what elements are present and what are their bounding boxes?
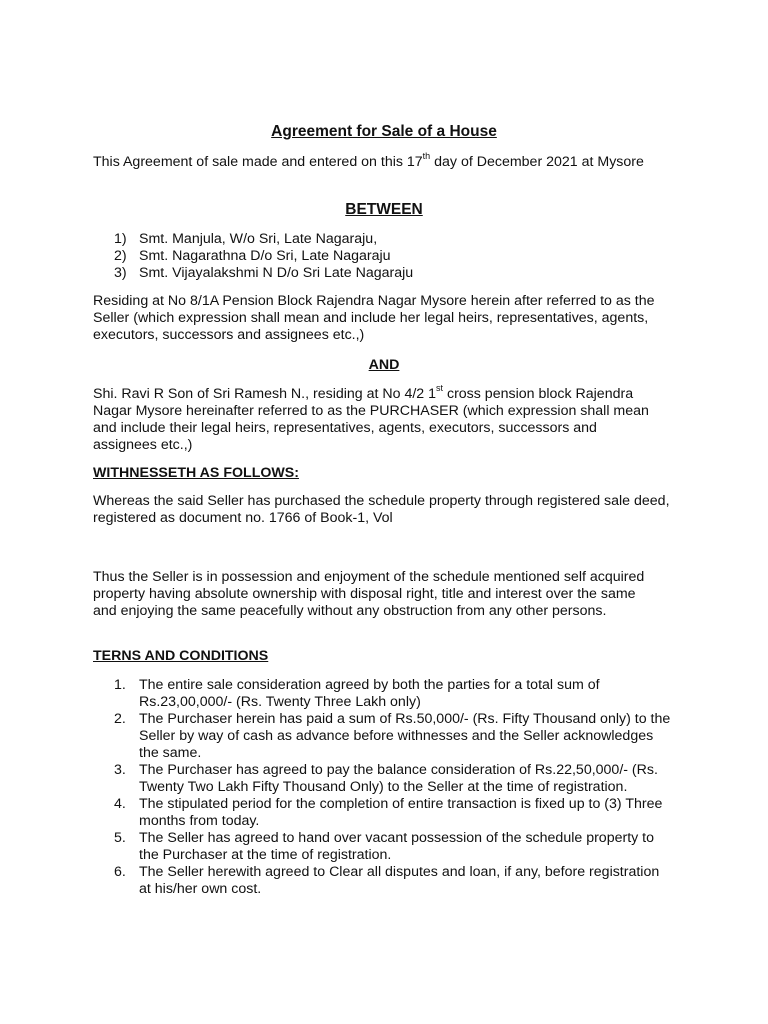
between-heading: BETWEEN <box>345 201 423 218</box>
term-text: The Seller has agreed to hand over vacant possession of the schedule property to the Purchaser at the time of registration. <box>139 830 655 863</box>
term-item <box>114 796 674 830</box>
intro-paragraph <box>93 151 675 171</box>
term-item <box>114 830 674 864</box>
term-number: 4. <box>114 796 126 812</box>
intro-date-suffix: th <box>422 151 431 162</box>
seller-list <box>114 231 413 282</box>
seller-name: Smt. Vijayalakshmi N D/o Sri Late Nagaraju <box>139 265 414 281</box>
seller-number: 2) <box>114 248 127 264</box>
seller-residence-paragraph: Residing at No 8/1A Pension Block Rajendra Nagar Mysore herein after referred to as the Seller (which expression shall mean and include her legal heirs, representatives, agents, executors, successors and assignees etc.,) <box>93 293 655 343</box>
seller-number: 1) <box>114 231 127 247</box>
term-text: The Seller herewith agreed to Clear all disputes and loan, if any, before registration at his/her own cost. <box>139 864 660 897</box>
term-number: 1. <box>114 677 126 693</box>
and-heading: AND <box>368 357 400 373</box>
term-text: The entire sale consideration agreed by both the parties for a total sum of Rs.23,00,000/- (Rs. Twenty Three Lakh only) <box>139 677 600 710</box>
seller-item <box>114 231 413 248</box>
term-item <box>114 864 674 898</box>
possession-paragraph: Thus the Seller is in possession and enjoyment of the schedule mentioned self acquired property having absolute ownership with disposal right, title and interest over the same and enjoying the same peacefully without any obstruction from any other persons. <box>93 569 645 619</box>
document-title: Agreement for Sale of a House <box>271 123 497 140</box>
term-item <box>114 677 674 711</box>
terms-heading: TERNS AND CONDITIONS <box>93 648 269 664</box>
term-text: The Purchaser has agreed to pay the balance consideration of Rs.22,50,000/- (Rs. Twenty Two Lakh Fifty Thousand Only) to the Seller at the time of registration. <box>139 762 658 795</box>
term-number: 2. <box>114 711 126 727</box>
term-number: 5. <box>114 830 126 846</box>
terms-list <box>114 677 674 898</box>
purchaser-text-end: cross pension block Rajendra Nagar Mysore hereinafter referred to as the PURCHASER (which expression shall mean and include their legal heirs, representatives, agents, executors, successors and assignees etc.,) <box>93 386 649 453</box>
purchaser-paragraph <box>93 383 653 454</box>
term-text: The Purchaser herein has paid a sum of Rs.50,000/- (Rs. Fifty Thousand only) to the Seller by way of cash as advance before withnesses and the Seller acknowledges the same. <box>139 711 671 761</box>
term-text: The stipulated period for the completion of entire transaction is fixed up to (3) Three months from today. <box>139 796 663 829</box>
seller-number: 3) <box>114 265 127 281</box>
term-number: 3. <box>114 762 126 778</box>
purchaser-ordinal-suffix: st <box>436 383 444 394</box>
purchaser-text-start: Shi. Ravi R Son of Sri Ramesh N., residing at No 4/2 1 <box>93 386 437 402</box>
seller-item <box>114 248 413 265</box>
term-item <box>114 711 674 762</box>
intro-text-end: day of December 2021 at Mysore <box>430 154 644 170</box>
seller-name: Smt. Manjula, W/o Sri, Late Nagaraju, <box>139 231 378 247</box>
whereas-paragraph: Whereas the said Seller has purchased the schedule property through registered sale deed, registered as document no. 1766 of Book-1, Vol <box>93 493 670 526</box>
term-number: 6. <box>114 864 126 880</box>
term-item <box>114 762 674 796</box>
witnesseth-heading: WITHNESSETH AS FOLLOWS: <box>93 465 299 481</box>
intro-text-start: This Agreement of sale made and entered on this 17 <box>93 154 423 170</box>
seller-item <box>114 265 413 282</box>
seller-name: Smt. Nagarathna D/o Sri, Late Nagaraju <box>139 248 391 264</box>
